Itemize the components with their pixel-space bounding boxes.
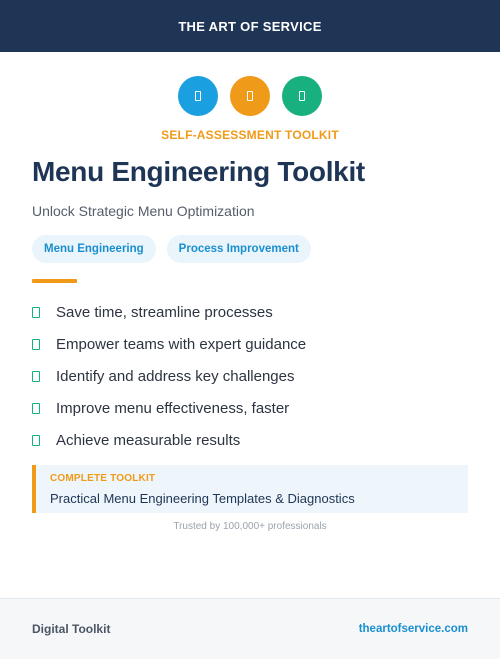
check-icon xyxy=(32,339,40,350)
benefit-item xyxy=(32,424,306,456)
benefit-text: Improve menu effectiveness, faster xyxy=(56,399,290,417)
page-subtitle: Unlock Strategic Menu Optimization xyxy=(32,203,255,219)
check-icon xyxy=(32,403,40,414)
eyebrow-label: SELF-ASSESSMENT TOOLKIT xyxy=(161,128,339,142)
tag-menu-engineering[interactable]: Menu Engineering xyxy=(32,235,156,263)
brand-name: THE ART OF SERVICE xyxy=(178,18,322,34)
icon-row xyxy=(0,76,500,116)
orange-circle-icon xyxy=(230,76,270,116)
blue-circle-icon xyxy=(178,76,218,116)
benefit-item xyxy=(32,392,306,424)
check-icon xyxy=(32,371,40,382)
green-circle-icon xyxy=(282,76,322,116)
check-icon xyxy=(32,435,40,446)
benefit-text: Identify and address key challenges xyxy=(56,367,295,385)
footer-label: Digital Toolkit xyxy=(32,622,111,636)
callout-text: Practical Menu Engineering Templates & Diagnostics xyxy=(50,491,355,506)
tag-process-improvement[interactable]: Process Improvement xyxy=(167,235,311,263)
toolkit-callout xyxy=(32,465,468,513)
benefit-item xyxy=(32,328,306,360)
website-link[interactable]: theartofservice.com xyxy=(358,623,468,635)
trust-note: Trusted by 100,000+ professionals xyxy=(173,521,327,532)
benefit-item xyxy=(32,360,306,392)
benefit-item xyxy=(32,296,306,328)
footer xyxy=(0,598,500,659)
check-icon xyxy=(32,307,40,318)
page-title: Menu Engineering Toolkit xyxy=(32,156,365,187)
benefit-text: Empower teams with expert guidance xyxy=(56,335,307,353)
accent-divider xyxy=(32,279,77,283)
top-banner xyxy=(0,0,500,52)
benefit-text: Achieve measurable results xyxy=(56,431,241,449)
tag-list xyxy=(32,235,311,263)
benefit-text: Save time, streamline processes xyxy=(56,303,273,321)
benefit-list xyxy=(32,296,306,456)
callout-label: COMPLETE TOOLKIT xyxy=(50,473,156,484)
